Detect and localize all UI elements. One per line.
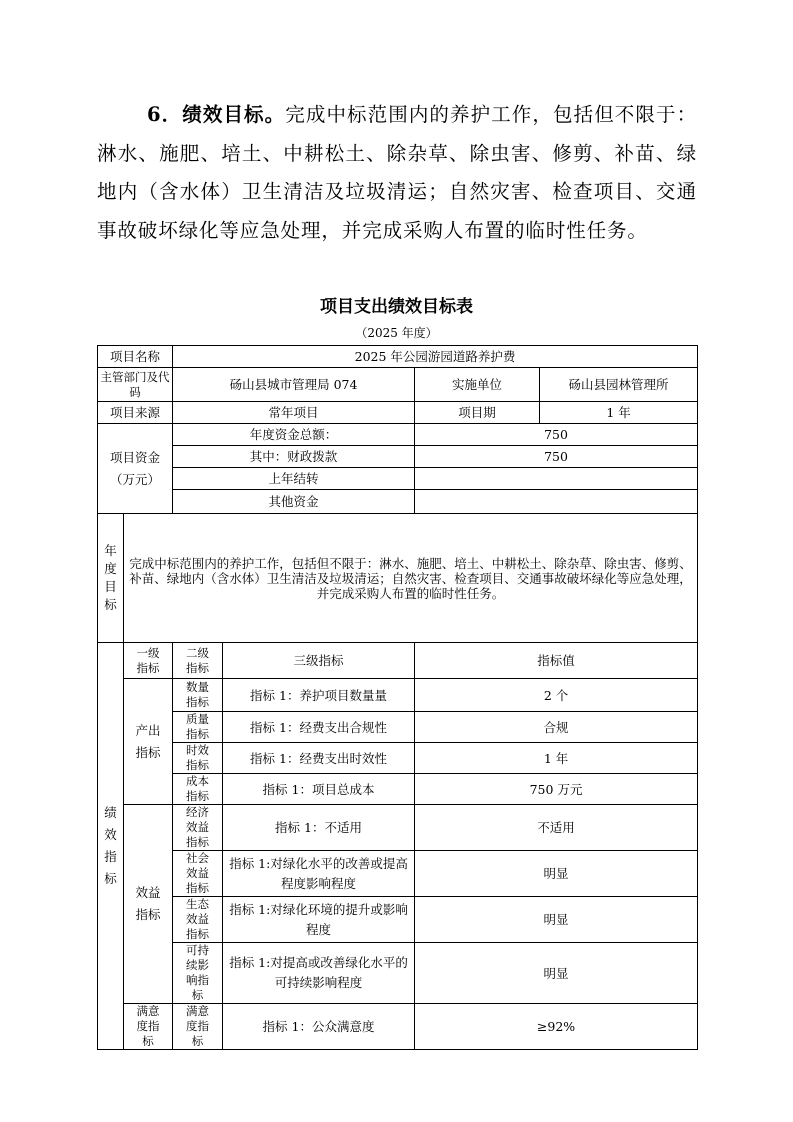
level3-cell: 指标 1：经费支出合规性 — [223, 712, 415, 743]
level2-text: 时效指标 — [186, 743, 210, 772]
table-row — [98, 424, 698, 446]
source-label: 项目来源 — [98, 402, 173, 424]
col-value-header: 指标值 — [415, 643, 698, 679]
level3-cell: 指标 1:对绿化环境的提升或影响程度 — [223, 897, 415, 943]
funds-label — [98, 424, 173, 514]
table-row — [98, 743, 698, 774]
project-name-value: 2025 年公园游园道路养护费 — [173, 346, 698, 368]
level2-cell — [173, 712, 223, 743]
satisfaction-indicator-label — [124, 1004, 173, 1050]
level2-cell — [173, 851, 223, 897]
level2-cell — [173, 897, 223, 943]
level2-text: 生态效益指标 — [186, 897, 210, 941]
level3-cell: 指标 1：公众满意度 — [223, 1004, 415, 1050]
table-row — [98, 643, 698, 679]
level2-text: 质量指标 — [186, 712, 210, 741]
level2-cell — [173, 679, 223, 712]
funds-row-value — [415, 490, 698, 514]
level2-text: 可持续影响指标 — [186, 943, 210, 1002]
benefit-indicator-label — [124, 805, 173, 1004]
table-row — [98, 468, 698, 490]
level2-cell — [173, 774, 223, 805]
value-cell: 2 个 — [415, 679, 698, 712]
performance-target-table — [97, 345, 698, 1050]
level3-cell: 指标 1：项目总成本 — [223, 774, 415, 805]
value-cell: 明显 — [415, 897, 698, 943]
value-cell: 明显 — [415, 851, 698, 897]
table-row — [98, 679, 698, 712]
annual-goal-label-text: 年度目标 — [104, 543, 117, 612]
level2-cell — [173, 743, 223, 774]
funds-row-label: 年度资金总额： — [173, 424, 415, 446]
period-value: 1 年 — [540, 402, 698, 424]
value-cell: 1 年 — [415, 743, 698, 774]
dept-value: 砀山县城市管理局 074 — [173, 368, 415, 402]
table-row — [98, 402, 698, 424]
annual-goal-text: 完成中标范围内的养护工作，包括但不限于：淋水、施肥、培土、中耕松土、除杂草、除虫害、修剪、补苗、绿地内（含水体）卫生清洁及垃圾清运；自然灾害、检查项目、交通事故破坏绿化等应急处理，并完成采购人布置的临时性任务。 — [124, 514, 698, 643]
table-row — [98, 490, 698, 514]
table-row — [98, 851, 698, 897]
source-value: 常年项目 — [173, 402, 415, 424]
table-row — [98, 368, 698, 402]
table-row — [98, 805, 698, 851]
funds-row-label: 上年结转 — [173, 468, 415, 490]
table-row — [98, 1004, 698, 1050]
table-row — [98, 446, 698, 468]
level2-text: 成本指标 — [186, 774, 210, 803]
table-row — [98, 943, 698, 1004]
value-cell: 不适用 — [415, 805, 698, 851]
table-row — [98, 346, 698, 368]
year-note: （2025 年度） — [355, 326, 438, 340]
output-indicator-label — [124, 679, 173, 805]
funds-row-value: 750 — [415, 446, 698, 468]
col-level2-text: 二级指标 — [186, 645, 210, 675]
level3-cell: 指标 1：经费支出时效性 — [223, 743, 415, 774]
annual-goal-label — [98, 514, 124, 643]
performance-goal-paragraph — [97, 96, 697, 250]
benefit-label-text: 效益指标 — [135, 885, 161, 922]
level3-cell: 指标 1：不适用 — [223, 805, 415, 851]
paragraph-lead: 6．绩效目标。 — [147, 103, 286, 126]
table-row — [98, 712, 698, 743]
funds-row-value — [415, 468, 698, 490]
level3-cell: 指标 1：养护项目数量量 — [223, 679, 415, 712]
impl-value: 砀山县园林管理所 — [540, 368, 698, 402]
output-label-text: 产出指标 — [135, 722, 161, 760]
table-row — [98, 897, 698, 943]
indicators-label-text: 绩效指标 — [104, 805, 117, 886]
value-cell: 750 万元 — [415, 774, 698, 805]
table-row — [98, 514, 698, 643]
level2-text: 数量指标 — [186, 680, 210, 709]
indicators-label — [98, 643, 124, 1050]
period-label: 项目期 — [415, 402, 540, 424]
level3-cell: 指标 1:对绿化水平的改善或提高程度影响程度 — [223, 851, 415, 897]
col-level1-header — [124, 643, 173, 679]
col-level1-text: 一级指标 — [136, 645, 160, 675]
paragraph-text: 完成中标范围内的养护工作，包括但不限于：淋水、施肥、培土、中耕松土、除杂草、除虫害、修剪、补苗、绿地内（含水体）卫生清洁及垃圾清运；自然灾害、检查项目、交通事故破坏绿化等应急处理，并完成采购人布置的临时性任务。 — [97, 103, 697, 242]
value-cell: 合规 — [415, 712, 698, 743]
level2-text: 经济效益指标 — [186, 805, 210, 849]
value-cell: ≥92% — [415, 1004, 698, 1050]
funds-label-text: 项目资金（万元） — [109, 449, 160, 487]
dept-label: 主管部门及代码 — [98, 368, 173, 402]
funds-row-label: 其他资金 — [173, 490, 415, 514]
level2-text: 社会效益指标 — [186, 851, 210, 895]
satisfaction-label-text: 满意度指标 — [136, 1004, 160, 1048]
col-level2-header — [173, 643, 223, 679]
level2-cell — [173, 805, 223, 851]
table-title: 项目支出绩效目标表 — [320, 297, 473, 317]
project-name-label: 项目名称 — [98, 346, 173, 368]
col-level3-header: 三级指标 — [223, 643, 415, 679]
table-row — [98, 774, 698, 805]
impl-label: 实施单位 — [415, 368, 540, 402]
level2-text: 满意度指标 — [186, 1004, 210, 1048]
level3-cell: 指标 1:对提高或改善绿化水平的可持续影响程度 — [223, 943, 415, 1004]
value-cell: 明显 — [415, 943, 698, 1004]
level2-cell — [173, 943, 223, 1004]
funds-row-label: 其中：财政拨款 — [173, 446, 415, 468]
funds-row-value: 750 — [415, 424, 698, 446]
level2-cell — [173, 1004, 223, 1050]
